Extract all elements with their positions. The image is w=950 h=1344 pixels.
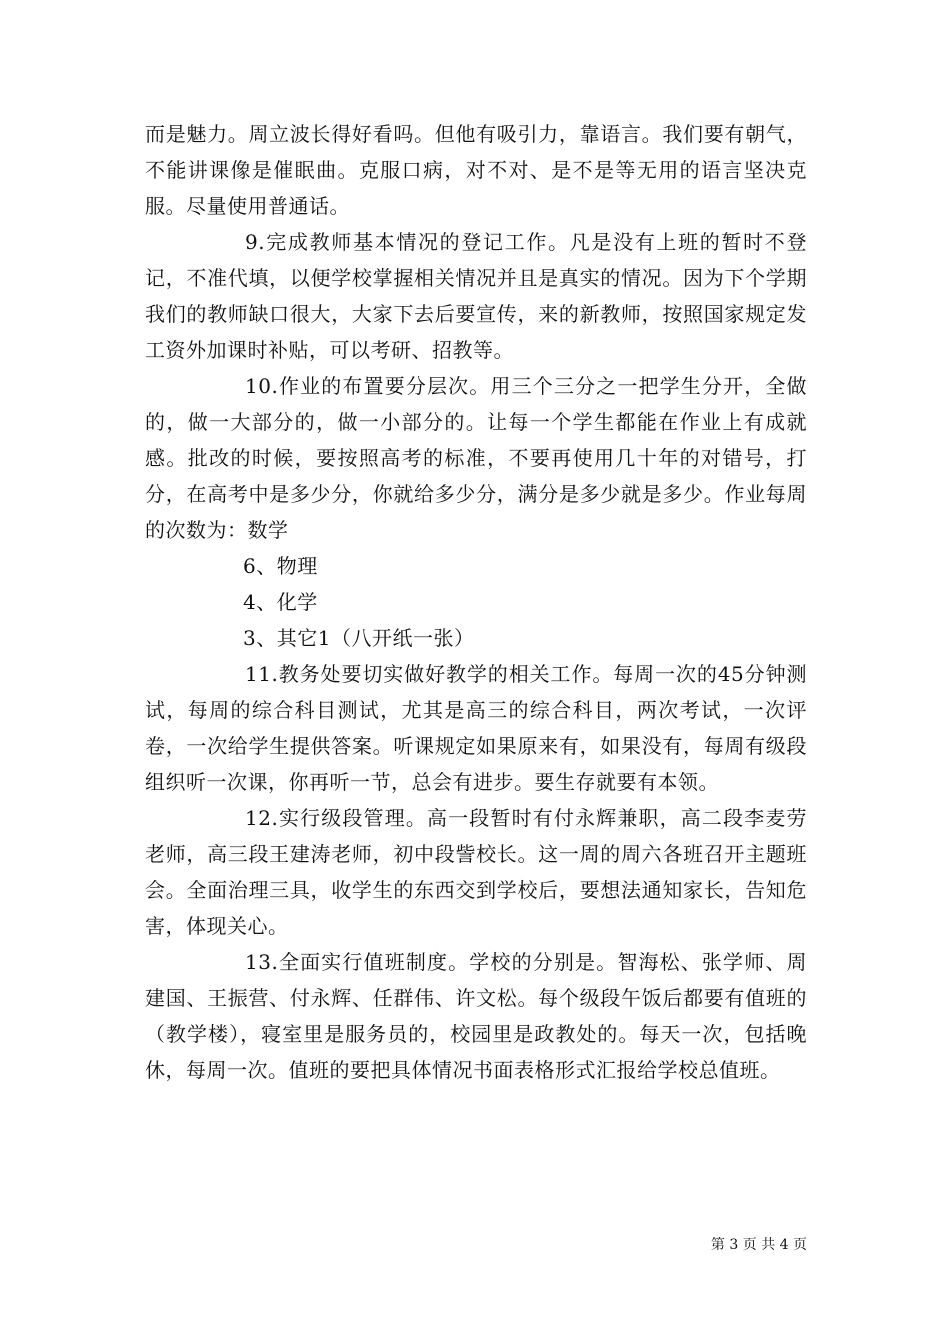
paragraph-item-9: 9.完成教师基本情况的登记工作。凡是没有上班的暂时不登记，不准代填，以便学校掌握相关情况并且是真实的情况。因为下个学期我们的教师缺口很大，大家下去后要宣传，来的新教师，按照国家规定发工资外加课时补贴，可以考研、招教等。 — [145, 230, 807, 362]
paragraph-item-11: 11.教务处要切实做好教学的相关工作。每周一次的45分钟测试，每周的综合科目测试，尤其是高三的综合科目，两次考试，一次评卷，一次给学生提供答案。听课规定如果原来有，如果没有，每周有级段组织听一次课，你再听一节，总会有进步。要生存就要有本领。 — [145, 662, 807, 794]
list-item-physics: 6、物理 — [243, 554, 318, 578]
page-number-footer: 第 3 页 共 4 页 — [710, 1237, 807, 1253]
paragraph-continuation: 而是魅力。周立波长得好看吗。但他有吸引力，靠语言。我们要有朝气，不能讲课像是催眠曲。克服口病，对不对、是不是等无用的语言坚决克服。尽量使用普通话。 — [145, 122, 807, 218]
list-item-other: 3、其它1（八开纸一张） — [243, 626, 475, 650]
paragraph-item-12: 12.实行级段管理。高一段暂时有付永辉兼职，高二段李麦劳老师，高三段王建涛老师，初中段訾校长。这一周的周六各班召开主题班会。全面治理三具，收学生的东西交到学校后，要想法通知家长，告知危害，体现关心。 — [145, 806, 807, 938]
paragraph-item-10: 10.作业的布置要分层次。用三个三分之一把学生分开，全做的，做一大部分的，做一小部分的。让每一个学生都能在作业上有成就感。批改的时候，要按照高考的标准，不要再使用几十年的对错号，打分，在高考中是多少分，你就给多少分，满分是多少就是多少。作业每周的次数为：数学 — [145, 374, 807, 542]
list-item-chemistry: 4、化学 — [243, 590, 318, 614]
document-body — [145, 116, 807, 1088]
paragraph-item-13: 13.全面实行值班制度。学校的分别是。智海松、张学师、周建国、王振营、付永辉、任群伟、许文松。每个级段午饭后都要有值班的（教学楼），寝室里是服务员的，校园里是政教处的。每天一次，包括晚休，每周一次。值班的要把具体情况书面表格形式汇报给学校总值班。 — [145, 950, 807, 1082]
